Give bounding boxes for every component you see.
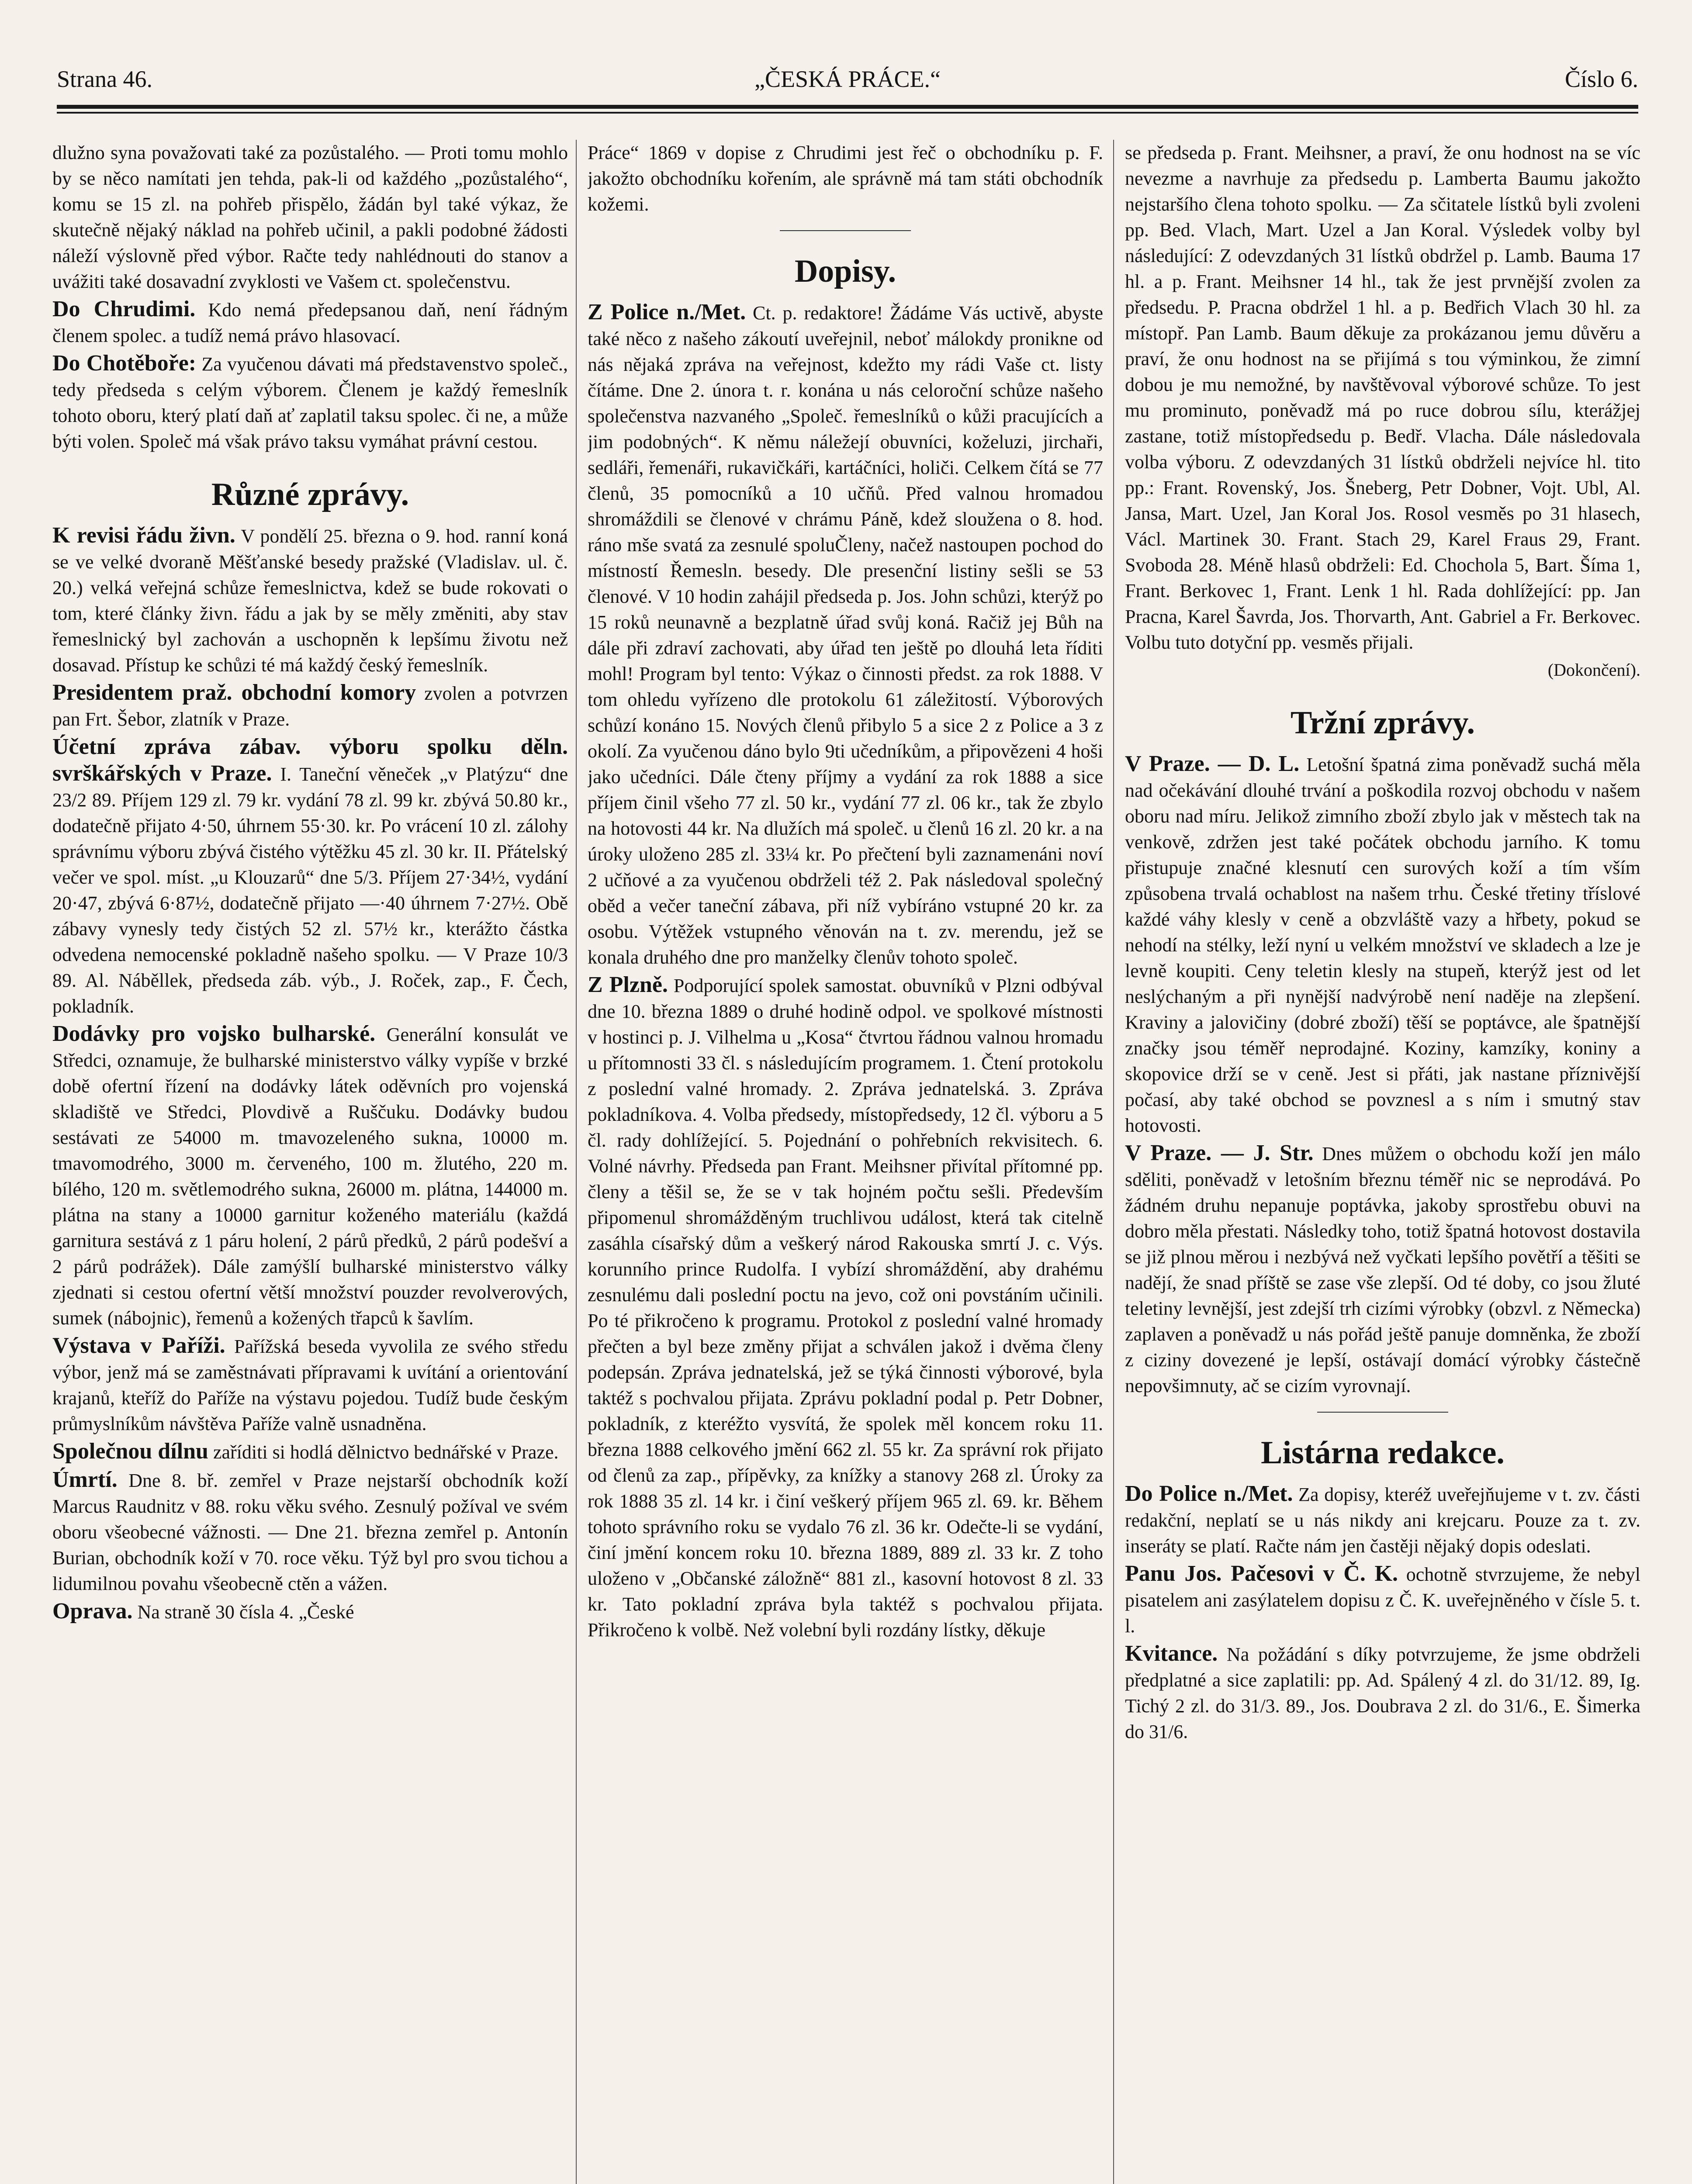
paragraph: dlužno syna považovati také za pozůstalého. — Proti tomu mohlo by se něco namítati jen tehda, pak-li od každého „pozůstalého“, komu se 15 zl. na pohřeb přispělo, žádán byl také výkaz, že skutečně nějaký náklad na pohřeb učinil, a pakli podobné žádosti náleží výslovně před výbor. Račte tedy nahlédnouti do stanov a uvážiti také dosavadní zvyklosti ve Vašem ct. společenstvu. [52,142,568,292]
notice-text: Za vyučenou dávati má představenstvo společ., tedy předseda s celým výborem. Členem je každý řemeslník tohoto oboru, který platí daň ať zaplatil taksu spolec. či ne, a může býti volen. Společ má však právo taksu vymáhat právní cestou. [52,353,568,452]
notice-lead: Do Chrudimi. [52,297,196,321]
header-rule-thin [57,112,1638,114]
item-lead: Společnou dílnu [52,1439,208,1464]
item-revise [52,522,568,678]
item-oprava [52,1598,568,1625]
notice-chrudim [52,296,568,349]
item-lead: Presidentem praž. obchodní komory [52,680,416,705]
item-text: Na straně 30 čísla 4. „České [137,1601,354,1623]
letter-police [588,299,1103,970]
market-praha-1 [1125,751,1640,1138]
reply-text: Na požádání s díky potvrzujeme, že jsme obdrželi předplatné a sice zaplatili: pp. Ad. Spálený 4 zl. do 31/12. 89, Ig. Tichý 2 zl. do 31/3. 89., Jos. Doubrava 2 zl. do 31/6., E. Šimerka do 31/6. [1125,1644,1640,1742]
section-title-listarna: Listárna redakce. [1261,1435,1505,1471]
item-text: I. Taneční věneček „v Platýzu“ dne 23/2 89. Příjem 129 zl. 79 kr. vydání 78 zl. 99 kr. zbývá 50.80 kr., dodatečně přijato 4·50, úhrnem 55·30. kr. Po vrácení 10 zl. zálohy správnímu výboru zbývá čistého výtěžku 45 zl. 30 kr. II. Přátelský večer ve spol. míst. „u Klouzarů“ dne 5/3. Příjem 27·34½, vydání 20·47, zbývá 6·87½, dodatečně přijato —·40 úhrnem 7·27½. Obě zábavy vynesly tedy čistých 52 zl. 57½ kr., kterážto částka odvedena nemocenské pokladně našeho spolku. — V Praze 10/3 89. Al. Náběllek, předseda záb. výb., J. Roček, zap., F. Čech, pokladník. [52,764,568,1017]
column-divider [1113,140,1114,2184]
item-lead: Úmrtí. [52,1467,118,1492]
letter-lead: Z Plzně. [588,972,668,997]
letter-lead: Z Police n./Met. [588,300,746,325]
section-title-trzni: Tržní zprávy. [1290,705,1475,741]
item-text: Pařížská beseda vyvolila ze svého středu výbor, jenž má se zaměstnávati přípravami k uvítání a orientování krajanů, kteříž do Paříže na výstavu pojedou. Tudíž bude českým průmyslníkům návštěva Paříže valně usnadněna. [52,1336,568,1434]
column-1 [52,140,568,2184]
item-text: Dne 8. bř. zemřel v Praze nejstarší obchodník koží Marcus Raudnitz v 88. roku věku svého. Zesnulý požíval ve svém oboru všeobecné vážnosti. — Dne 21. března zemřel p. Antonín Burian, obchodník koží v 70. roce věku. Týž byl pro svou tichou a lidumilnou povahu všeobecně ctěn a vážen. [52,1470,568,1594]
column-3 [1125,140,1640,2184]
reply-police [1125,1481,1640,1559]
column-2 [588,140,1103,2184]
item-dodavky [52,1021,568,1331]
item-vystava [52,1333,568,1437]
item-spolecnou [52,1438,568,1465]
item-text: Generální konsulát ve Středci, oznamuje, že bulharské ministerstvo války vypíše v brzké době ofertní řízení na dodávky látek oděvních pro vojenská skladiště ve Středci, Plovdivě a Ruščuku. Dodávky budou sestávati ze 54000 m. tmavozeleného sukna, 10000 m. tmavomodrého, 3000 m. červeného, 100 m. žlutého, 220 m. bílého, 120 m. světlemodrého sukna, 26000 m. plátna, 144000 m. plátna na stany a 10000 garnitur koženého materiálu (každá garnitura sestává z 1 páru holení, 2 párů předků, 2 párů podešví a 2 párů podrážek). Dále zamýšlí bulharské ministerstvo války zjednati si cestou ofertní větší množství pouzder revolverových, sumek (nábojnic), řemenů a kožených třapců k šavlím. [52,1024,568,1329]
item-lead: K revisi řádu živn. [52,523,235,548]
item-ucetni [52,734,568,1019]
market-text: Letošní špatná zima poněvadž suchá měla nad očekávání dlouhé trvání a poškodila rozvoj obchodu v našem oboru nad míru. Jelikož zimního zboží zbylo jak v městech tak na venkově, zdržen jest také počátek obchodu jarního. K tomu přistupuje značné klesnutí cen surových koží a tím vším způsobena trvalá ochablost na našem trhu. České třetiny tříslové každé váhy klesly v ceně a obzvláště vazy a hřbety, pokud se nehodí na stélky, leží nyní u velkém množství ve skladech a lze je levně koupiti. Ceny teletin klesly na stupeň, kterýž jest od let neslýchaným a při nynější nadvýrobě není naděje na zlepšení. Kraviny a jalovičiny (dobré zboží) těší se poptávce, ale špatnější značky jsou téměř neprodajné. Koziny, kamzíky, koniny a skopovice drží se v ceně. Jest si přáti, jak nastane příznivější počasí, aby také obchod se povznesl a s ním i smutný stav hotovosti. [1125,754,1640,1136]
section-title-ruzne: Různé zprávy. [211,477,409,512]
item-lead: Oprava. [52,1599,133,1624]
section-title-dopisy: Dopisy. [794,253,896,289]
page-header [57,66,1638,100]
item-text: V pondělí 25. března o 9. hod. ranní koná se ve velké dvoraně Měšťanské besedy pražské (Vladislav. ul. č. 20.) velká veřejná schůze řemeslnictva, kdež se bude rokovati o tom, které články živn. řádu a jak by se měly změniti, aby stav řemeslnický byl zachován a uschopněn k lepšímu životu než dosavad. Přístup ke schůzi té má každý český řemeslník. [52,525,568,676]
paragraph: se předseda p. Frant. Meihsner, a praví, že onu hodnost na se víc nevezme a navrhuje za předsedu p. Lamberta Baumu jakožto nejstaršího člena tohoto spolku. — Za sčitatele lístků byli zvoleni pp. Bed. Vlach, Mart. Uzel a Jan Koral. Výsledek volby byl následující: Z odevzdaných 31 lístků obdržel p. Lamb. Bauma 17 hl. a p. Frant. Meihsner 14 hl., tak že jest prvnější zvolen za předsedu. P. Pracna obdržel 1 hl. a p. Bedřich Vlach 30 hl. za místopř. Pan Lamb. Baum děkuje za prokázanou jemu důvěru a praví, že onu hodnost na se přijímá s tou výminkou, že zimní dobou je mu nemožné, by navštěvoval výborové schůze. To jest mu prominuto, poněvadž má po ruce dobrou sílu, kterážjej zastane, totiž místopředsedu p. Bedř. Vlacha. Dále následovala volba výboru. Z odevzdaných 31 lístků obdrželi nejvíce hl. tito pp.: Frant. Rovenský, Jos. Šneberg, Petr Dobner, Vojt. Ubl, Al. Jansa, Mart. Uzel, Jan Koral Jos. Rosol vesměs po 31 hlasech, Václ. Martinek 30. Frant. Stach 29, Karel Fraus 29, Frant. Svoboda 28. Méně hlasů obdrželi: Ed. Chochola 5, Bart. Šíma 1, Frant. Berkovec 1, Frant. Lenk 1 hl. Rada dohlížející: pp. Jan Pracna, Karel Šavrda, Jos. Thorvarth, Ant. Gabriel a Fr. Berkovec. Volbu tuto dotyční pp. vesměs přijali. [1125,142,1640,653]
reply-text: Za dopisy, kteréž uveřejňujeme v t. zv. části redakční, neplatí se u nás nikdy ani krejcaru. Pouze za t. zv. inseráty se platí. Račte nám jen častěji nějaký dopis odeslati. [1125,1484,1640,1557]
market-lead: V Praze. — D. L. [1125,751,1300,776]
market-praha-2 [1125,1140,1640,1399]
reply-pacesovi [1125,1561,1640,1639]
letter-plzen [588,972,1103,1643]
reply-lead: Kvitance. [1125,1641,1218,1666]
continued-note: (Dokončení). [1547,660,1640,680]
reply-text: ochotně stvrzujeme, že nebyl pisatelem ani zasýlatelem dopisu z Č. K. uveřejněného v čísle 5. t. l. [1125,1564,1640,1637]
market-text: Dnes můžem o obchodu koží jen málo sděliti, poněvadž v letošním březnu téměř nic se neprodává. Po žádném druhu nepanuje poptávka, jakoby sprostřebu obuvi na dobro měla přestati. Následky toho, totiž špatná hotovost dostavila se již plnou měrou i nezbývá než vyčkati lepšího povětří a těšiti se nadějí, že snad příště se zase vše zlepší. Od té doby, co jsou žluté teletiny levnější, jest zdejší trh cizími výrobky (obzvl. z Německa) zaplaven a poněvadž u nás pořád ještě panuje domněnka, že zboží z ciziny dovezené je lepší, ostávají domácí výrobky částečně nepovšimnuty, ač se cizím vyrovnají. [1125,1143,1640,1396]
notice-lead: Do Chotěboře: [52,351,197,376]
item-text: zvolen a potvrzen pan Frt. Šebor, zlatník v Praze. [52,683,568,730]
column-divider [576,140,577,2184]
issue-number: Číslo 6. [1564,66,1638,92]
page-number: Strana 46. [57,66,152,92]
paragraph: Práce“ 1869 v dopise z Chrudimi jest řeč o obchodníku p. F. jakožto obchodníku kořením, ale správně má tam státi obchodník kožemi. [588,142,1103,215]
market-lead: V Praze. — J. Str. [1125,1140,1314,1165]
item-lead: Dodávky pro vojsko bulharské. [52,1021,376,1046]
header-rule [57,105,1638,109]
item-lead: Výstava v Paříži. [52,1333,225,1358]
notice-chotebor [52,350,568,454]
letter-text: Ct. p. redaktore! Žádáme Vás uctivě, abyste také něco z našeho zákoutí uveřejnil, neboť málokdy pronikne od nás nějaká zpráva na veřejnost, kdežto my rádi Vaše ct. listy čítáme. Dne 2. února t. r. konána u nás celoroční schůze našeho společenstva nazvaného „Společ. řemeslníků o kůži pracujících a jim podobných“. K němu náležejí obuvníci, koželuzi, jirchaři, sedláři, řemenáři, rukavičkáři, kartáčníci, holiči. Celkem čítá se 77 členů, 35 pomocníků a 10 učňů. Před valnou hromadou shromáždili se členové v chrámu Páně, kdež sloužena o 8. hod. ráno mše svatá za zesnulé spoluČleny, načež nastoupen pochod do místností Řemesln. besedy. Dle presenční listiny sešli se 53 členové. V 10 hodin zahájil předseda p. Jos. John schůzi, kterýž po 15 roků neunavně a bezplatně úřad svůj koná. Račiž jej Bůh na dále při zdraví zachovati, aby úřad ten ještě po dlouhá leta říditi mohl! Program byl tento: Výkaz o činnosti předst. za rok 1888. V tom ohledu vyřízeno dle protokolu 61 záležitostí. Výborových schůzí konáno 15. Nových členů přibylo 5 a sice 2 z Police a 3 z okolí. Za vyučenou dáno bylo 9ti učedníkům, a připovězeni 4 hoši jako učedníci. Dále čteny příjmy a vydání za rok 1888 a sice příjem činil všeho 77 zl. 50 kr., vydání 77 zl. 06 kr., tak že zbylo na hotovosti 44 kr. Na dlužích má společ. u členů 16 zl. 20 kr. a na úroky uloženo 285 zl. 33¼ kr. Po přečtení byli zaznamenáni noví 2 učňové a za vyučenou obdrželi též 2. Pak následoval společný oběd a večer taneční zábava, při níž vybíráno vstupné 20 kr. za osobu. Výtěžek vstupného věnován na t. zv. merendu, jež se konala druhého dne pro manželky členův tohoto společ. [588,302,1103,968]
item-text: zaříditi si hodlá dělnictvo bednářské v Praze. [213,1441,559,1463]
reply-lead: Do Police n./Met. [1125,1481,1293,1506]
item-lead: Účetní zpráva zábav. výboru spolku děln. svrškářských v Praze. [52,734,568,786]
item-umrti [52,1467,568,1597]
item-president [52,680,568,732]
separator-rule [780,230,911,231]
letter-text: Podporující spolek samostat. obuvníků v Plzni odbýval dne 10. března 1889 o druhé hodině odpol. ve spolkové místnosti v hostinci p. J. Vilhelma u „Kosa“ čtvrtou řádnou valnou hromadu u přítomnosti 33 čl. s následujícím programem. 1. Čtení protokolu z poslední valné hromady. 2. Zpráva jednatelská. 3. Zpráva pokladníkova. 4. Volba předsedy, místopředsedy, 12 čl. výboru a 5 čl. rady dohlížející. 5. Pojednání o pohřebních rekvisitech. 6. Volné návrhy. Předseda pan Frant. Meihsner přivítal přítomné pp. členy a těšil se, že se v tak hojném počtu sešli. Především připomenul shromážděným truchlivou událost, která tak citelně zasáhla císařský dům a veškerý národ Rakouska smrtí J. c. Výs. korunního prince Rudolfa. I vybízí shromáždění, aby drahému zesnulému dali poslední poctu na jevo, což oni povstáním učinili. Po té přikročeno k programu. Protokol z poslední valné hromady přečten a byl beze změny přijat a schválen jakož i dvěma členy podepsán. Zpráva jednatelská, jež se týká činnosti výborové, byla taktéž s pochvalou přijata. Zprávu pokladní podal p. Petr Dobner, pokladník, z kteréžto vysvítá, že spolek měl koncem roku 11. března 1888 celkového jmění 662 zl. 55 kr. Za správní rok přijato od členů za zap., přípěvky, za knížky a stanovy 268 zl. Úroky za rok 1888 35 zl. 14 kr. i činí veškerý příjem 965 zl. 69. kr. Během tohoto správního roku se vydalo 76 zl. 36 kr. Odečte-li se vydání, činí jmění koncem roku 10. března 1889, 889 zl. 33 kr. Z toho uloženo v „Občanské záložně“ 881 zl., kasovní hotovost 8 zl. 33 kr. Tato pokladní zpráva byla taktéž s pochvalou přijata. Přikročeno k volbě. Než volební byli rozdány lístky, děkuje [588,975,1103,1641]
separator-rule [1317,1412,1448,1413]
reply-kvitance [1125,1641,1640,1745]
journal-title: „ČESKÁ PRÁCE.“ [754,66,941,92]
reply-lead: Panu Jos. Pačesovi v Č. K. [1125,1561,1398,1586]
notice-text: Kdo nemá předepsanou daň, není řádným členem spolec. a tudíž nemá právo hlasovací. [52,299,568,346]
